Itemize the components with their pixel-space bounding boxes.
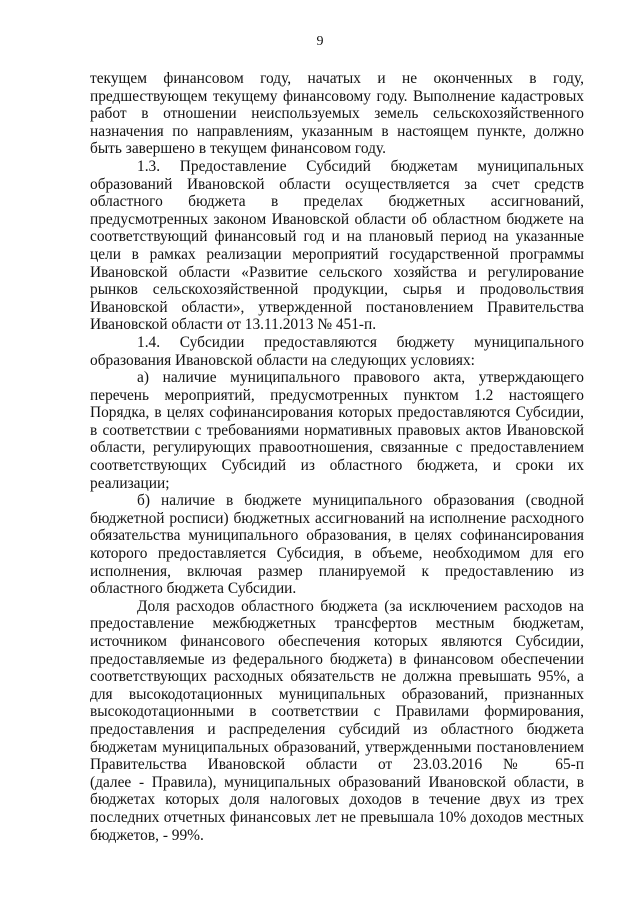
paragraph-p-share bbox=[90, 598, 584, 844]
document-body bbox=[90, 70, 584, 844]
text-line: рынков сельскохозяйственной продукции, сырья и продовольствия bbox=[90, 281, 584, 299]
paragraph-cont bbox=[90, 70, 584, 158]
text-line: последних отчетных финансовых лет не превышала 10% доходов местных bbox=[90, 808, 584, 826]
text-line: б) наличие в бюджете муниципального образования (сводной bbox=[137, 492, 584, 510]
text-line: работ в отношении неиспользуемых земель сельскохозяйственного bbox=[90, 105, 584, 123]
text-line: источником финансового обеспечения которых являются Субсидии, bbox=[90, 633, 584, 650]
text-line: 1.4. Субсидии предоставляются бюджету муниципального bbox=[137, 333, 584, 351]
text-line: соответствующий финансовый год и на плановый период на указанные bbox=[90, 228, 584, 246]
text-line: предусмотренных законом Ивановской области об областном бюджете на bbox=[90, 210, 584, 228]
text-line: предоставление межбюджетных трансфертов местным бюджетам, bbox=[90, 615, 584, 633]
text-line: обязательства муниципального образования, в целях софинансирования bbox=[90, 527, 584, 545]
text-line: (далее - Правила), муниципальных образований Ивановской области, в bbox=[90, 773, 584, 791]
text-line: предоставляемые из федерального бюджета) в финансовом обеспечении bbox=[90, 650, 584, 668]
text-line: для высокодотационных муниципальных образований, признанных bbox=[90, 685, 584, 703]
text-line: Порядка, в целях софинансирования которых предоставляются Субсидии, bbox=[90, 404, 584, 422]
text-line: перечень мероприятий, предусмотренных пунктом 1.2 настоящего bbox=[90, 386, 584, 404]
text-line: быть завершено в текущем финансовом году. bbox=[90, 140, 386, 158]
text-line: областного бюджета в пределах бюджетных ассигнований, bbox=[90, 193, 584, 211]
text-line: в соответствии с требованиями нормативных правовых актов Ивановской bbox=[90, 421, 584, 439]
text-line: предоставления и распределения субсидий из областного бюджета bbox=[90, 720, 584, 738]
text-line: предшествующем текущему финансовому году. Выполнение кадастровых bbox=[90, 87, 584, 105]
text-line: а) наличие муниципального правового акта, утверждающего bbox=[137, 369, 584, 387]
text-line: назначения по направлениям, указанным в настоящем пункте, должно bbox=[90, 122, 584, 140]
page-number: 9 bbox=[316, 34, 324, 49]
text-line: цели в рамках реализации мероприятий государственной программы bbox=[90, 245, 584, 263]
paragraph-p-a bbox=[90, 369, 584, 492]
text-line: соответствующих Субсидий из областного бюджета, и сроки их bbox=[90, 457, 584, 475]
text-line: области, регулирующих правоотношения, связанные с предоставлением bbox=[90, 439, 584, 457]
text-line: Доля расходов областного бюджета (за исключением расходов на bbox=[137, 597, 584, 615]
text-line: Ивановской области», утвержденной постановлением Правительства bbox=[90, 298, 584, 316]
text-line: образования Ивановской области на следующих условиях: bbox=[90, 351, 475, 369]
text-line: Ивановской области от 13.11.2013 № 451-п. bbox=[90, 316, 377, 334]
text-line: высокодотационными в соответствии с Правилами формирования, bbox=[90, 703, 584, 721]
text-line: текущем финансовом году, начатых и не оконченных в году, bbox=[90, 70, 584, 87]
text-line: образований Ивановской области осуществляется за счет средств bbox=[90, 175, 584, 193]
text-line: бюджетной росписи) бюджетных ассигнований на исполнение расходного bbox=[90, 509, 584, 527]
text-line: Правительства Ивановской области от 23.03.2016 № 65-п bbox=[90, 756, 584, 774]
paragraph-p-b bbox=[90, 492, 584, 598]
text-line: которого предоставляется Субсидия, в объеме, необходимом для его bbox=[90, 545, 584, 563]
text-line: бюджетам муниципальных образований, утвержденными постановлением bbox=[90, 738, 584, 756]
text-line: соответствующих расходных обязательств не должна превышать 95%, а bbox=[90, 668, 584, 686]
text-line: областного бюджета Субсидии. bbox=[90, 580, 297, 598]
paragraph-p1-4 bbox=[90, 334, 584, 369]
text-line: 1.3. Предоставление Субсидий бюджетам муниципальных bbox=[137, 157, 584, 175]
text-line: реализации; bbox=[90, 474, 170, 492]
text-line: бюджетов, - 99%. bbox=[90, 826, 204, 844]
text-line: Ивановской области «Развитие сельского хозяйства и регулирование bbox=[90, 263, 584, 281]
text-line: исполнения, включая размер планируемой к предоставлению из bbox=[90, 562, 584, 580]
text-line: бюджетах которых доля налоговых доходов в течение двух из трех bbox=[90, 791, 584, 809]
paragraph-p1-3 bbox=[90, 158, 584, 334]
